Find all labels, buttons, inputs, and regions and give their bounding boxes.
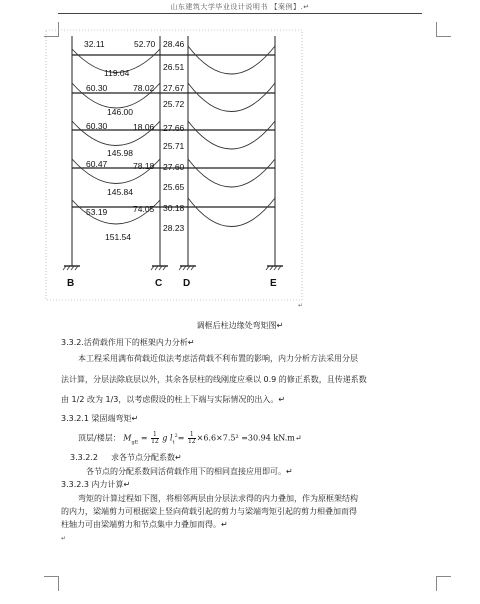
moment-label: 26.51 xyxy=(163,62,185,72)
formula-term: g l xyxy=(162,433,173,443)
end-paragraph-mark: ↵ xyxy=(61,535,67,542)
right-span-curve-1 xyxy=(188,198,275,227)
paragraph-mark: ↵ xyxy=(298,302,304,309)
moment-label: 52.70 xyxy=(134,39,156,49)
formula-subscript: gE xyxy=(131,439,139,446)
paragraph-line: 由 1/2 改为 1/3，以考虑假设的柱上下端与实际情况的出入。↵ xyxy=(61,395,286,404)
moment-label: 145.98 xyxy=(107,148,133,158)
formula-superscript: 2 xyxy=(174,433,178,439)
moment-label: 146.00 xyxy=(107,107,133,117)
formula-fraction xyxy=(188,432,196,445)
formula-equals: = xyxy=(140,433,148,443)
section-3-3-2-1-title: 3.3.2.1 梁固端弯矩↵ xyxy=(61,414,139,423)
moment-label: 78.18 xyxy=(133,161,155,171)
paragraph-line: 的内力，梁端剪力可根据梁上竖向荷载引起的剪力与梁端弯矩引起的剪力相叠加而得 xyxy=(61,507,357,516)
moment-curves xyxy=(72,46,275,227)
formula-tail: ×6.6×7.5² =30.94 kN.m↵ xyxy=(196,433,302,443)
moment-label: 60.30 xyxy=(86,121,108,131)
moment-label: 145.84 xyxy=(107,187,133,197)
formula-fraction xyxy=(151,432,159,445)
formula-label: 顶层/楼层： xyxy=(78,433,121,443)
formula-symbol: M xyxy=(123,433,132,443)
header-mark: .↵ xyxy=(300,3,310,11)
moment-label: 27.66 xyxy=(163,123,185,133)
right-span-curve-4 xyxy=(188,83,275,112)
fraction-numerator: 1 xyxy=(153,431,157,439)
support-hatching xyxy=(63,266,281,270)
moment-label: 53.19 xyxy=(86,207,108,217)
moment-label: 28.23 xyxy=(163,223,185,233)
formula-equals: = xyxy=(177,433,185,443)
axis-label-b: B xyxy=(67,278,75,289)
paragraph-line: 本工程采用满布荷载近似法考虑活荷载不利布置的影响，内力分析方法采用分层 xyxy=(78,354,358,363)
moment-label: 25.65 xyxy=(163,182,185,192)
crop-mark-bottom-left xyxy=(44,576,59,591)
moment-label: 60.30 xyxy=(86,83,108,93)
moment-label: 74.05 xyxy=(133,204,155,214)
paragraph-line: 法计算，分层法除底层以外，其余各层柱的线刚度应乘以 0.9 的修正系数，且传递系数 xyxy=(61,375,367,384)
section-3-3-2-3-title: 3.3.2.3 内力计算↵ xyxy=(61,480,131,489)
moment-label: 25.72 xyxy=(163,99,185,109)
moment-label: 18.06 xyxy=(133,122,155,132)
fraction-denominator: 12 xyxy=(151,438,159,446)
right-span-curve-2 xyxy=(188,159,275,187)
axis-label-c: C xyxy=(155,278,163,289)
moment-label: 28.46 xyxy=(163,39,185,49)
formula-subscript: t xyxy=(172,439,175,446)
right-span-curve-5 xyxy=(188,46,275,74)
section-3-3-2-title: 3.3.2.活荷载作用下的框架内力分析↵ xyxy=(61,338,195,347)
right-span-curve-3 xyxy=(188,121,275,149)
moment-label: 27.60 xyxy=(163,162,185,172)
moment-label: 25.71 xyxy=(163,141,185,151)
paragraph-line: 各节点的分配系数同活荷载作用下的相同直接应用即可。↵ xyxy=(86,467,293,476)
figure-caption: 调框后柱边缘处弯矩图↵ xyxy=(196,321,284,330)
axis-label-e: E xyxy=(270,278,277,289)
moment-label: 27.67 xyxy=(163,83,185,93)
paragraph-line: 弯矩的计算过程如下图，将相邻两层由分层法求得的内力叠加，作为原框架结构 xyxy=(78,494,358,503)
crop-mark-bottom-right xyxy=(436,576,451,591)
moment-label: 60.47 xyxy=(86,159,108,169)
moment-label: 32.11 xyxy=(84,39,105,49)
header-text: 山东建筑大学毕业设计说明书 【案例】 xyxy=(170,3,301,11)
moment-label: 151.54 xyxy=(105,232,131,242)
moment-label: 78.02 xyxy=(133,83,155,93)
moment-label: 119.04 xyxy=(104,68,130,78)
section-3-3-2-2-number: 3.3.2.2 xyxy=(70,453,98,462)
fixed-end-moment-formula xyxy=(78,428,302,444)
fraction-numerator: 1 xyxy=(189,431,194,439)
moment-label: 30.18 xyxy=(163,203,185,213)
paragraph-line: 柱轴力可由梁端剪力和节点集中力叠加而得。↵ xyxy=(61,520,228,529)
axis-label-d: D xyxy=(183,278,191,289)
section-3-3-2-2-title: 求各节点分配系数↵ xyxy=(111,453,182,462)
fraction-denominator: 12 xyxy=(187,438,196,446)
